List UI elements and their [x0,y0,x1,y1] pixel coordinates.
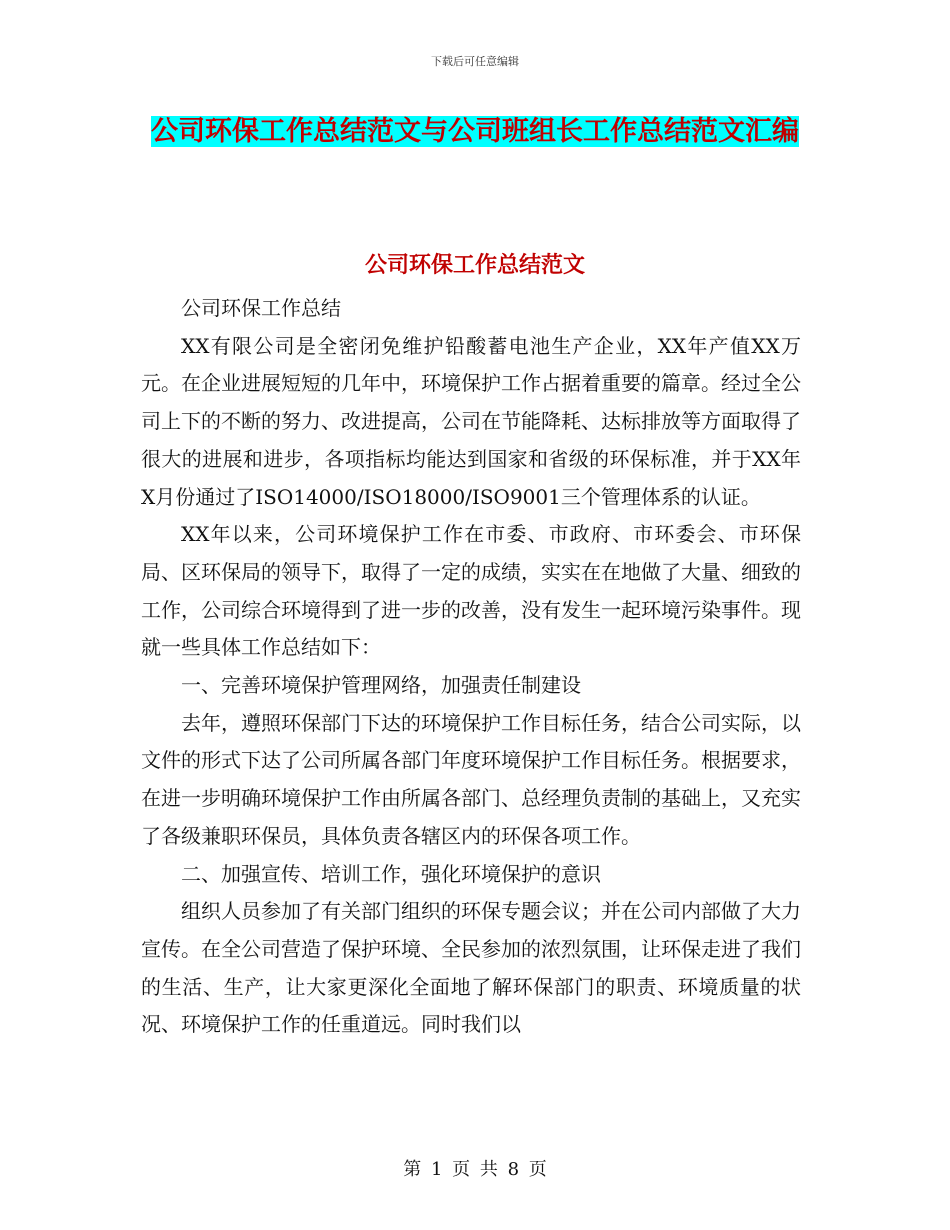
page-footer: 第 1 页 共 8 页 [403,1159,547,1180]
document-body [141,290,801,1044]
paragraph: XX有限公司是全密闭免维护铅酸蓄电池生产企业，XX年产值XX万元。在企业进展短短的几年中，环境保护工作占据着重要的篇章。经过全公司上下的不断的努力、改进提高，公司在节能降耗、达标排放等方面取得了很大的进展和进步，各项指标均能达到国家和省级的环保标准，并于XX年X月份通过了ISO14000/ISO18000/ISO9001三个管理体系的认证。 [141,333,801,509]
paragraph: 组织人员参加了有关部门组织的环保专题会议；并在公司内部做了大力宣传。在全公司营造了保护环境、全民参加的浓烈氛围，让环保走进了我们的生活、生产，让大家更深化全面地了解环保部门的职责、环境质量的状况、环境保护工作的任重道远。同时我们以 [141,899,801,1037]
page-header: 下载后可任意编辑 [431,55,519,68]
document-title [140,110,810,154]
paragraph: XX年以来，公司环境保护工作在市委、市政府、市环委会、市环保局、区环保局的领导下，取得了一定的成绩，实实在在地做了大量、细致的工作，公司综合环境得到了进一步的改善，没有发生一起环境污染事件。现就一些具体工作总结如下： [141,522,801,660]
section-title: 公司环保工作总结范文 [364,253,585,278]
paragraph: 去年，遵照环保部门下达的环境保护工作目标任务，结合公司实际，以文件的形式下达了公司所属各部门年度环境保护工作目标任务。根据要求，在进一步明确环境保护工作由所属各部门、总经理负责制的基础上，又充实了各级兼职环保员，具体负责各辖区内的环保各项工作。 [141,710,801,848]
paragraph: 公司环保工作总结 [181,296,341,320]
paragraph: 一、完善环境保护管理网络，加强责任制建设 [181,673,581,698]
paragraph: 二、加强宣传、培训工作，强化环境保护的意识 [181,861,601,886]
document-title-text: 公司环保工作总结范文与公司班组长工作总结范文汇编 [151,116,799,147]
